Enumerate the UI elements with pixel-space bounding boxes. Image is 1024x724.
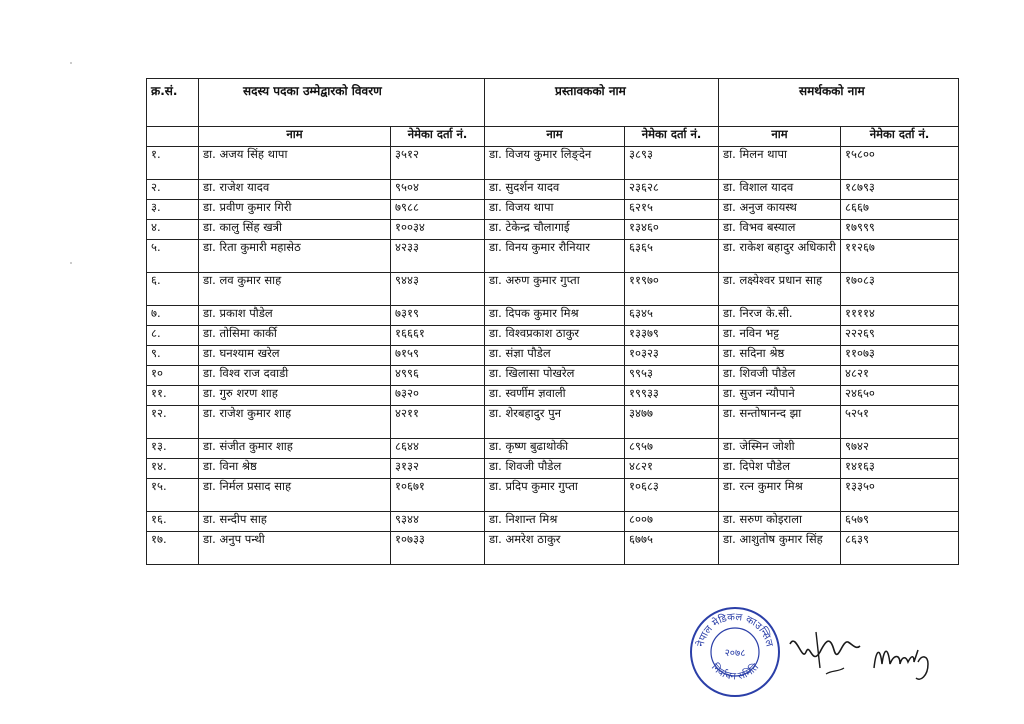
cell-candidate-name: डा. घनश्याम खरेल: [199, 346, 391, 366]
cell-serial: ७.: [147, 306, 199, 326]
cell-proposer-name: डा. विश्वप्रकाश ठाकुर: [485, 326, 625, 346]
cell-proposer-name: डा. अरुण कुमार गुप्ता: [485, 273, 625, 306]
cell-candidate-name: डा. विश्व राज दवाडी: [199, 366, 391, 386]
cell-proposer-reg: ४८२१: [625, 459, 719, 479]
cell-seconder-name: डा. विभव बस्याल: [719, 220, 841, 240]
cell-proposer-name: डा. निशान्त मिश्र: [485, 512, 625, 532]
signature-2: [870, 632, 950, 687]
cell-seconder-name: डा. सरुण कोइराला: [719, 512, 841, 532]
cell-proposer-reg: ८९५७: [625, 439, 719, 459]
cell-seconder-name: डा. राकेश बहादुर अधिकारी: [719, 240, 841, 273]
cell-seconder-reg: ८६६७: [841, 200, 959, 220]
candidate-roster-table: [146, 78, 959, 565]
cell-candidate-name: डा. गुरु शरण शाह: [199, 386, 391, 406]
cell-candidate-reg: ९४४३: [391, 273, 485, 306]
table-row: [147, 406, 959, 439]
header-serial: क्र.सं.: [147, 79, 199, 127]
header-serial-blank: [147, 127, 199, 147]
cell-seconder-reg: २४६५०: [841, 386, 959, 406]
cell-seconder-reg: ४८२१: [841, 366, 959, 386]
cell-candidate-name: डा. सन्दीप साह: [199, 512, 391, 532]
cell-proposer-name: डा. खिलासा पोखरेल: [485, 366, 625, 386]
header-candidate-reg: नेमेका दर्ता नं.: [391, 127, 485, 147]
table-row: [147, 439, 959, 459]
cell-seconder-reg: १४१६३: [841, 459, 959, 479]
cell-proposer-reg: ६३४५: [625, 306, 719, 326]
cell-candidate-name: डा. राजेश कुमार शाह: [199, 406, 391, 439]
header-candidate-details: सदस्य पदका उम्मेद्वारको विवरण: [199, 79, 485, 127]
cell-serial: २.: [147, 180, 199, 200]
cell-seconder-reg: १८७९३: [841, 180, 959, 200]
cell-serial: ८.: [147, 326, 199, 346]
seal-text-top: नेपाल मेडिकल काउन्सिल: [695, 611, 775, 648]
seal-text-bottom: निर्वाचन समिति: [708, 661, 762, 683]
table-row: [147, 200, 959, 220]
cell-candidate-reg: ९५०४: [391, 180, 485, 200]
table-row: [147, 346, 959, 366]
cell-seconder-reg: १७०८३: [841, 273, 959, 306]
cell-proposer-name: डा. विनय कुमार रौनियार: [485, 240, 625, 273]
cell-proposer-reg: २३६२८: [625, 180, 719, 200]
cell-proposer-name: डा. संज्ञा पौडेल: [485, 346, 625, 366]
table-row: [147, 386, 959, 406]
table-row: [147, 326, 959, 346]
header-candidate-name: नाम: [199, 127, 391, 147]
cell-candidate-reg: ८६४४: [391, 439, 485, 459]
signature-1: [786, 622, 864, 682]
cell-candidate-name: डा. अजय सिंह थापा: [199, 147, 391, 180]
cell-serial: ४.: [147, 220, 199, 240]
table-row: [147, 479, 959, 512]
cell-seconder-name: डा. शिवजी पौडेल: [719, 366, 841, 386]
cell-serial: १३.: [147, 439, 199, 459]
cell-proposer-reg: ३८९३: [625, 147, 719, 180]
cell-seconder-name: डा. सन्तोषानन्द झा: [719, 406, 841, 439]
cell-proposer-name: डा. सुदर्शन यादव: [485, 180, 625, 200]
table-row: [147, 180, 959, 200]
cell-serial: ५.: [147, 240, 199, 273]
cell-seconder-reg: १७९९९: [841, 220, 959, 240]
cell-candidate-name: डा. निर्मल प्रसाद साह: [199, 479, 391, 512]
cell-candidate-name: डा. विना श्रेष्ठ: [199, 459, 391, 479]
cell-proposer-reg: ८००७: [625, 512, 719, 532]
cell-proposer-reg: ११९७०: [625, 273, 719, 306]
cell-seconder-reg: ११११४: [841, 306, 959, 326]
cell-proposer-name: डा. प्रदिप कुमार गुप्ता: [485, 479, 625, 512]
table-row: [147, 240, 959, 273]
cell-seconder-reg: २२२६९: [841, 326, 959, 346]
cell-proposer-name: डा. विजय थापा: [485, 200, 625, 220]
cell-serial: १६.: [147, 512, 199, 532]
cell-candidate-name: डा. प्रकाश पौडेल: [199, 306, 391, 326]
cell-candidate-reg: ७९८८: [391, 200, 485, 220]
cell-proposer-reg: ६२१५: [625, 200, 719, 220]
cell-seconder-name: डा. मिलन थापा: [719, 147, 841, 180]
cell-candidate-reg: १०७३३: [391, 532, 485, 565]
cell-serial: ११.: [147, 386, 199, 406]
cell-proposer-name: डा. शिवजी पौडेल: [485, 459, 625, 479]
table-row: [147, 220, 959, 240]
cell-candidate-name: डा. संजीत कुमार शाह: [199, 439, 391, 459]
table-row: [147, 306, 959, 326]
cell-seconder-name: डा. दिपेश पौडेल: [719, 459, 841, 479]
scan-speck: [70, 262, 72, 264]
cell-serial: १.: [147, 147, 199, 180]
cell-seconder-reg: १५८००: [841, 147, 959, 180]
cell-candidate-name: डा. लव कुमार साह: [199, 273, 391, 306]
cell-serial: ३.: [147, 200, 199, 220]
cell-proposer-reg: १३३७९: [625, 326, 719, 346]
cell-candidate-reg: ४२११: [391, 406, 485, 439]
cell-candidate-reg: ७३२०: [391, 386, 485, 406]
cell-candidate-name: डा. प्रवीण कुमार गिरी: [199, 200, 391, 220]
cell-seconder-reg: ११०७३: [841, 346, 959, 366]
cell-seconder-name: डा. जेस्मिन जोशी: [719, 439, 841, 459]
cell-proposer-name: डा. अमरेश ठाकुर: [485, 532, 625, 565]
cell-serial: १४.: [147, 459, 199, 479]
cell-seconder-name: डा. विशाल यादव: [719, 180, 841, 200]
cell-seconder-reg: ६५७९: [841, 512, 959, 532]
cell-candidate-reg: १०६७१: [391, 479, 485, 512]
cell-seconder-reg: १३३५०: [841, 479, 959, 512]
election-committee-seal: [689, 606, 781, 698]
cell-proposer-reg: ९९५३: [625, 366, 719, 386]
cell-candidate-name: डा. रिता कुमारी महासेठ: [199, 240, 391, 273]
table-row: [147, 512, 959, 532]
cell-serial: १७.: [147, 532, 199, 565]
cell-candidate-reg: ४२३३: [391, 240, 485, 273]
cell-candidate-name: डा. अनुप पन्थी: [199, 532, 391, 565]
cell-seconder-reg: ८६३९: [841, 532, 959, 565]
cell-proposer-reg: १९९३३: [625, 386, 719, 406]
cell-seconder-name: डा. सुजन न्यौपाने: [719, 386, 841, 406]
cell-seconder-reg: ५२५१: [841, 406, 959, 439]
cell-proposer-reg: १०३२३: [625, 346, 719, 366]
cell-proposer-name: डा. शेरबहादुर पुन: [485, 406, 625, 439]
cell-proposer-reg: ६३६५: [625, 240, 719, 273]
table-row: [147, 459, 959, 479]
cell-candidate-name: डा. कालु सिंह खत्री: [199, 220, 391, 240]
cell-proposer-name: डा. स्वर्णीम ज्ञवाली: [485, 386, 625, 406]
table-row: [147, 532, 959, 565]
scan-speck: [70, 62, 72, 64]
cell-candidate-reg: ३५१२: [391, 147, 485, 180]
cell-proposer-name: डा. टेकेन्द्र चौलागाई: [485, 220, 625, 240]
header-proposer-name: नाम: [485, 127, 625, 147]
header-seconder-name: नाम: [719, 127, 841, 147]
cell-candidate-reg: ३१३२: [391, 459, 485, 479]
table-row: [147, 366, 959, 386]
cell-proposer-reg: ३४७७: [625, 406, 719, 439]
cell-seconder-name: डा. रत्न कुमार मिश्र: [719, 479, 841, 512]
cell-proposer-name: डा. दिपक कुमार मिश्र: [485, 306, 625, 326]
header-proposer: प्रस्तावकको नाम: [485, 79, 719, 127]
cell-serial: १०: [147, 366, 199, 386]
cell-proposer-reg: १३४६०: [625, 220, 719, 240]
cell-seconder-name: डा. निरज के.सी.: [719, 306, 841, 326]
cell-proposer-name: डा. कृष्ण बुढाथोकी: [485, 439, 625, 459]
cell-candidate-reg: ७३१९: [391, 306, 485, 326]
header-seconder: समर्थकको नाम: [719, 79, 959, 127]
header-seconder-reg: नेमेका दर्ता नं.: [841, 127, 959, 147]
cell-proposer-name: डा. विजय कुमार लिङ्देन: [485, 147, 625, 180]
cell-serial: १५.: [147, 479, 199, 512]
seal-year: २०७८: [724, 648, 746, 659]
cell-seconder-name: डा. आशुतोष कुमार सिंह: [719, 532, 841, 565]
cell-candidate-reg: ७१५९: [391, 346, 485, 366]
table-row: [147, 273, 959, 306]
cell-candidate-name: डा. राजेश यादव: [199, 180, 391, 200]
cell-seconder-reg: ११२६७: [841, 240, 959, 273]
cell-candidate-reg: ४९९६: [391, 366, 485, 386]
cell-seconder-reg: ९७४२: [841, 439, 959, 459]
cell-seconder-name: डा. लक्ष्येश्वर प्रधान साह: [719, 273, 841, 306]
cell-serial: ६.: [147, 273, 199, 306]
cell-proposer-reg: १०६८३: [625, 479, 719, 512]
cell-seconder-name: डा. सदिना श्रेष्ठ: [719, 346, 841, 366]
cell-candidate-reg: ९३४४: [391, 512, 485, 532]
cell-seconder-name: डा. अनुज कायस्थ: [719, 200, 841, 220]
cell-candidate-reg: १००३४: [391, 220, 485, 240]
cell-proposer-reg: ६७७५: [625, 532, 719, 565]
roster-body: [147, 147, 959, 565]
cell-serial: १२.: [147, 406, 199, 439]
cell-candidate-name: डा. तोसिमा कार्की: [199, 326, 391, 346]
header-proposer-reg: नेमेका दर्ता नं.: [625, 127, 719, 147]
cell-seconder-name: डा. नविन भट्ट: [719, 326, 841, 346]
table-row: [147, 147, 959, 180]
cell-candidate-reg: १६६६१: [391, 326, 485, 346]
cell-serial: ९.: [147, 346, 199, 366]
